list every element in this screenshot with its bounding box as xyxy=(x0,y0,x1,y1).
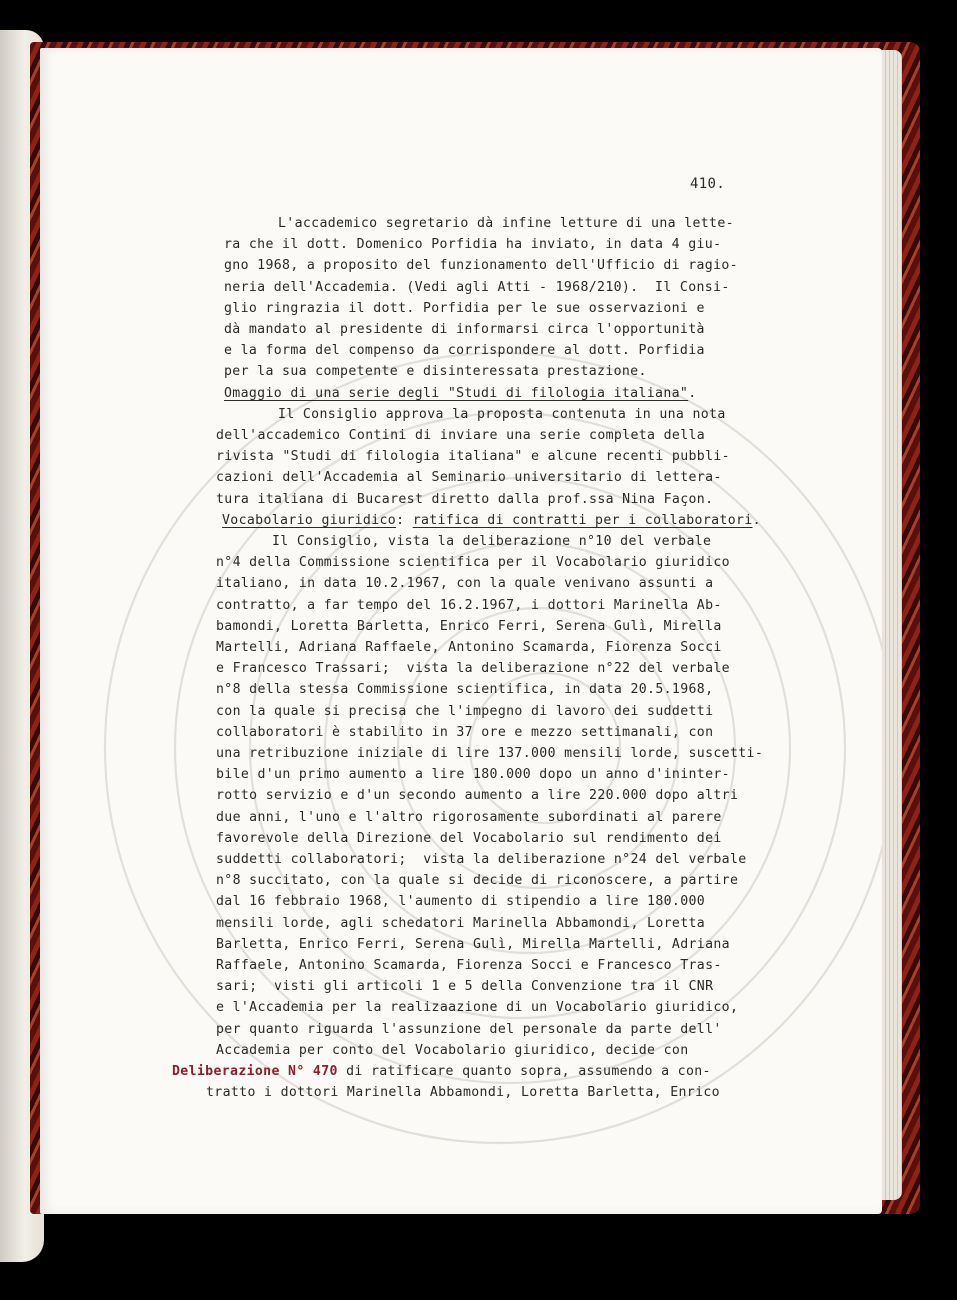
paragraph2-text: tura italiana di Bucarest diretto dalla prof.ssa Nina Façon. xyxy=(216,491,714,507)
paragraph3-text: e Francesco Trassari; vista la deliberazione n°22 del verbale xyxy=(216,661,730,677)
paragraph3-text: n°4 della Commissione scientifica per il Vocabolario giuridico xyxy=(216,555,730,571)
paragraph1-line xyxy=(224,278,730,298)
paragraph3-line xyxy=(216,723,713,743)
paragraph3-text: tratto i dottori Marinella Abbamondi, Loretta Barletta, Enrico xyxy=(206,1085,720,1101)
paragraph3-text: dal 16 febbraio 1968, l'aumento di stipendio a lire 180.000 xyxy=(216,894,706,910)
paragraph2-text: dell'accademico Contini di inviare una serie completa della xyxy=(216,428,706,443)
paragraph3-last-line xyxy=(206,1083,720,1103)
paragraph3-text: mensili lorde, agli schedatori Marinella Abbamondi, Loretta xyxy=(216,915,706,931)
paragraph3-line xyxy=(216,1020,722,1040)
paragraph3-line xyxy=(216,765,730,785)
paragraph3-line xyxy=(216,1041,689,1061)
paragraph3-line xyxy=(272,532,711,552)
paragraph1-line xyxy=(224,362,647,382)
heading-suffix: . xyxy=(752,512,761,528)
deliberation-stamp: Deliberazione N° 470 xyxy=(172,1064,338,1079)
paragraph3-text: sari; visti gli articoli 1 e 5 della Convenzione tra il CNR xyxy=(216,979,714,995)
paragraph3-line xyxy=(216,892,705,912)
paragraph3-text: contratto, a far tempo del 16.2.1967, i dottori Marinella Ab- xyxy=(216,597,722,613)
paragraph3-text: bile d'un primo aumento a lire 180.000 dopo un anno d'ininter- xyxy=(216,767,730,783)
paragraph3-text: per quanto riguarda l'assunzione del personale da parte dell' xyxy=(216,1021,722,1037)
paragraph3-text: bamondi, Loretta Barletta, Enrico Ferri, Serena Gulì, Mirella xyxy=(216,618,722,634)
heading2-line xyxy=(224,384,697,404)
paragraph3-line xyxy=(216,659,730,679)
paragraph2-line xyxy=(216,490,713,510)
paragraph2-text: Il Consiglio approva la proposta contenuta in una nota xyxy=(278,406,726,422)
heading3-line xyxy=(222,511,761,531)
paragraph3-line xyxy=(216,553,730,573)
paragraph3-line xyxy=(216,702,713,722)
heading-vocabolario: Vocabolario giuridico xyxy=(222,512,397,528)
paragraph1-line xyxy=(224,320,705,340)
paragraph3-line xyxy=(216,680,713,700)
paragraph2-text: rivista "Studi di filologia italiana" e alcune recenti pubbli- xyxy=(216,449,730,465)
paragraph3-line xyxy=(216,935,730,955)
paragraph3-line xyxy=(216,829,722,849)
paragraph3-text: n°8 succitato, con la quale si decide di riconoscere, a partire xyxy=(216,873,739,889)
paragraph3-text: n°8 della stessa Commissione scientifica, in data 20.5.1968, xyxy=(216,682,714,698)
paragraph3-text: italiano, in data 10.2.1967, con la quale venivano assunti a xyxy=(216,576,714,592)
paragraph1-text: neria dell'Accademia. (Vedi agli Atti - 1968/210). Il Consi- xyxy=(224,279,730,295)
paragraph1-line xyxy=(224,299,705,319)
paragraph3-line xyxy=(216,574,713,594)
paragraph3-text: Il Consiglio, vista la deliberazione n°10 del verbale xyxy=(272,534,712,549)
page-number: 410. xyxy=(690,176,726,192)
paragraph1-text: gno 1968, a proposito del funzionamento dell'Ufficio di ragio- xyxy=(224,258,738,274)
paragraph3-line xyxy=(216,871,738,891)
paragraph2-line xyxy=(216,447,730,467)
paragraph2-line xyxy=(278,405,726,425)
paragraph2-line xyxy=(216,426,705,446)
heading-ratifica: ratifica di contratti per i collaboratori xyxy=(412,512,753,528)
paragraph3-text: Martelli, Adriana Raffaele, Antonino Scamarda, Fiorenza Socci xyxy=(216,640,722,655)
paragraph3-text: rotto servizio e d'un secondo aumento a lire 220.000 dopo altri xyxy=(216,788,739,804)
paragraph3-text: Accademia per conto del Vocabolario giuridico, decide con xyxy=(216,1042,689,1058)
paragraph3-line xyxy=(216,744,763,764)
paragraph3-line xyxy=(216,998,738,1018)
paragraph1-text: glio ringrazia il dott. Porfidia per le sue osservazioni e xyxy=(224,300,705,316)
paragraph3-line xyxy=(216,956,722,976)
paragraph3-line xyxy=(216,808,722,828)
paragraph1-text: dà mandato al presidente di informarsi circa l'opportunità xyxy=(224,322,705,337)
paragraph1-text: L'accademico segretario dà infine letture di una lette- xyxy=(278,216,734,231)
paragraph1-line xyxy=(224,235,721,255)
paragraph3-line xyxy=(216,638,722,658)
paragraph3-text: Raffaele, Antonino Scamarda, Fiorenza Socci e Francesco Tras- xyxy=(216,958,722,973)
paragraph2-text: cazioni dell'Accademia al Seminario universitario di lettera- xyxy=(216,470,722,486)
paragraph3-line xyxy=(216,977,713,997)
paragraph1-text: e la forma del compenso da corrispondere al dott. Porfidia xyxy=(224,343,705,359)
paragraph3-text: di ratificare quanto sopra, assumendo a con- xyxy=(337,1064,711,1079)
paragraph3-line xyxy=(216,617,722,637)
paragraph3-text: con la quale si precisa che l'impegno di lavoro dei suddetti xyxy=(216,703,714,719)
paragraph1-text: ra che il dott. Domenico Porfidia ha inviato, in data 4 giu- xyxy=(224,237,722,253)
heading-suffix: . xyxy=(688,385,697,401)
paragraph3-text: Barletta, Enrico Ferri, Serena Gulì, Mirella Martelli, Adriana xyxy=(216,936,730,952)
heading-separator: : xyxy=(396,512,413,528)
paragraph3-line xyxy=(216,596,722,616)
paragraph1-line xyxy=(278,214,734,234)
paragraph3-text: collaboratori è stabilito in 37 ore e mezzo settimanali, con xyxy=(216,724,714,740)
document-text xyxy=(40,48,882,1214)
paragraph1-text: per la sua competente e disinteressata prestazione. xyxy=(224,364,647,380)
paragraph1-line xyxy=(224,341,705,361)
paragraph3-text: due anni, l'uno e l'altro rigorosamente subordinati al parere xyxy=(216,809,722,825)
paragraph3-line xyxy=(216,914,705,934)
document-page xyxy=(40,48,882,1214)
paragraph1-line xyxy=(224,256,738,276)
paragraph3-line xyxy=(216,786,738,806)
paragraph3-text: e l'Accademia per la realizaazione di un Vocabolario giuridico, xyxy=(216,1000,739,1016)
paragraph3-text: una retribuzione iniziale di lire 137.000 mensili lorde, suscetti- xyxy=(216,746,764,761)
paragraph3-line xyxy=(216,850,747,870)
paragraph3-text: suddetti collaboratori; vista la deliberazione n°24 del verbale xyxy=(216,852,747,867)
heading-omaggio: Omaggio di una serie degli "Studi di filologia italiana" xyxy=(224,385,689,401)
deliberation-line xyxy=(172,1062,711,1082)
paragraph2-line xyxy=(216,468,722,488)
paragraph3-text: favorevole della Direzione del Vocabolario sul rendimento dei xyxy=(216,830,722,846)
